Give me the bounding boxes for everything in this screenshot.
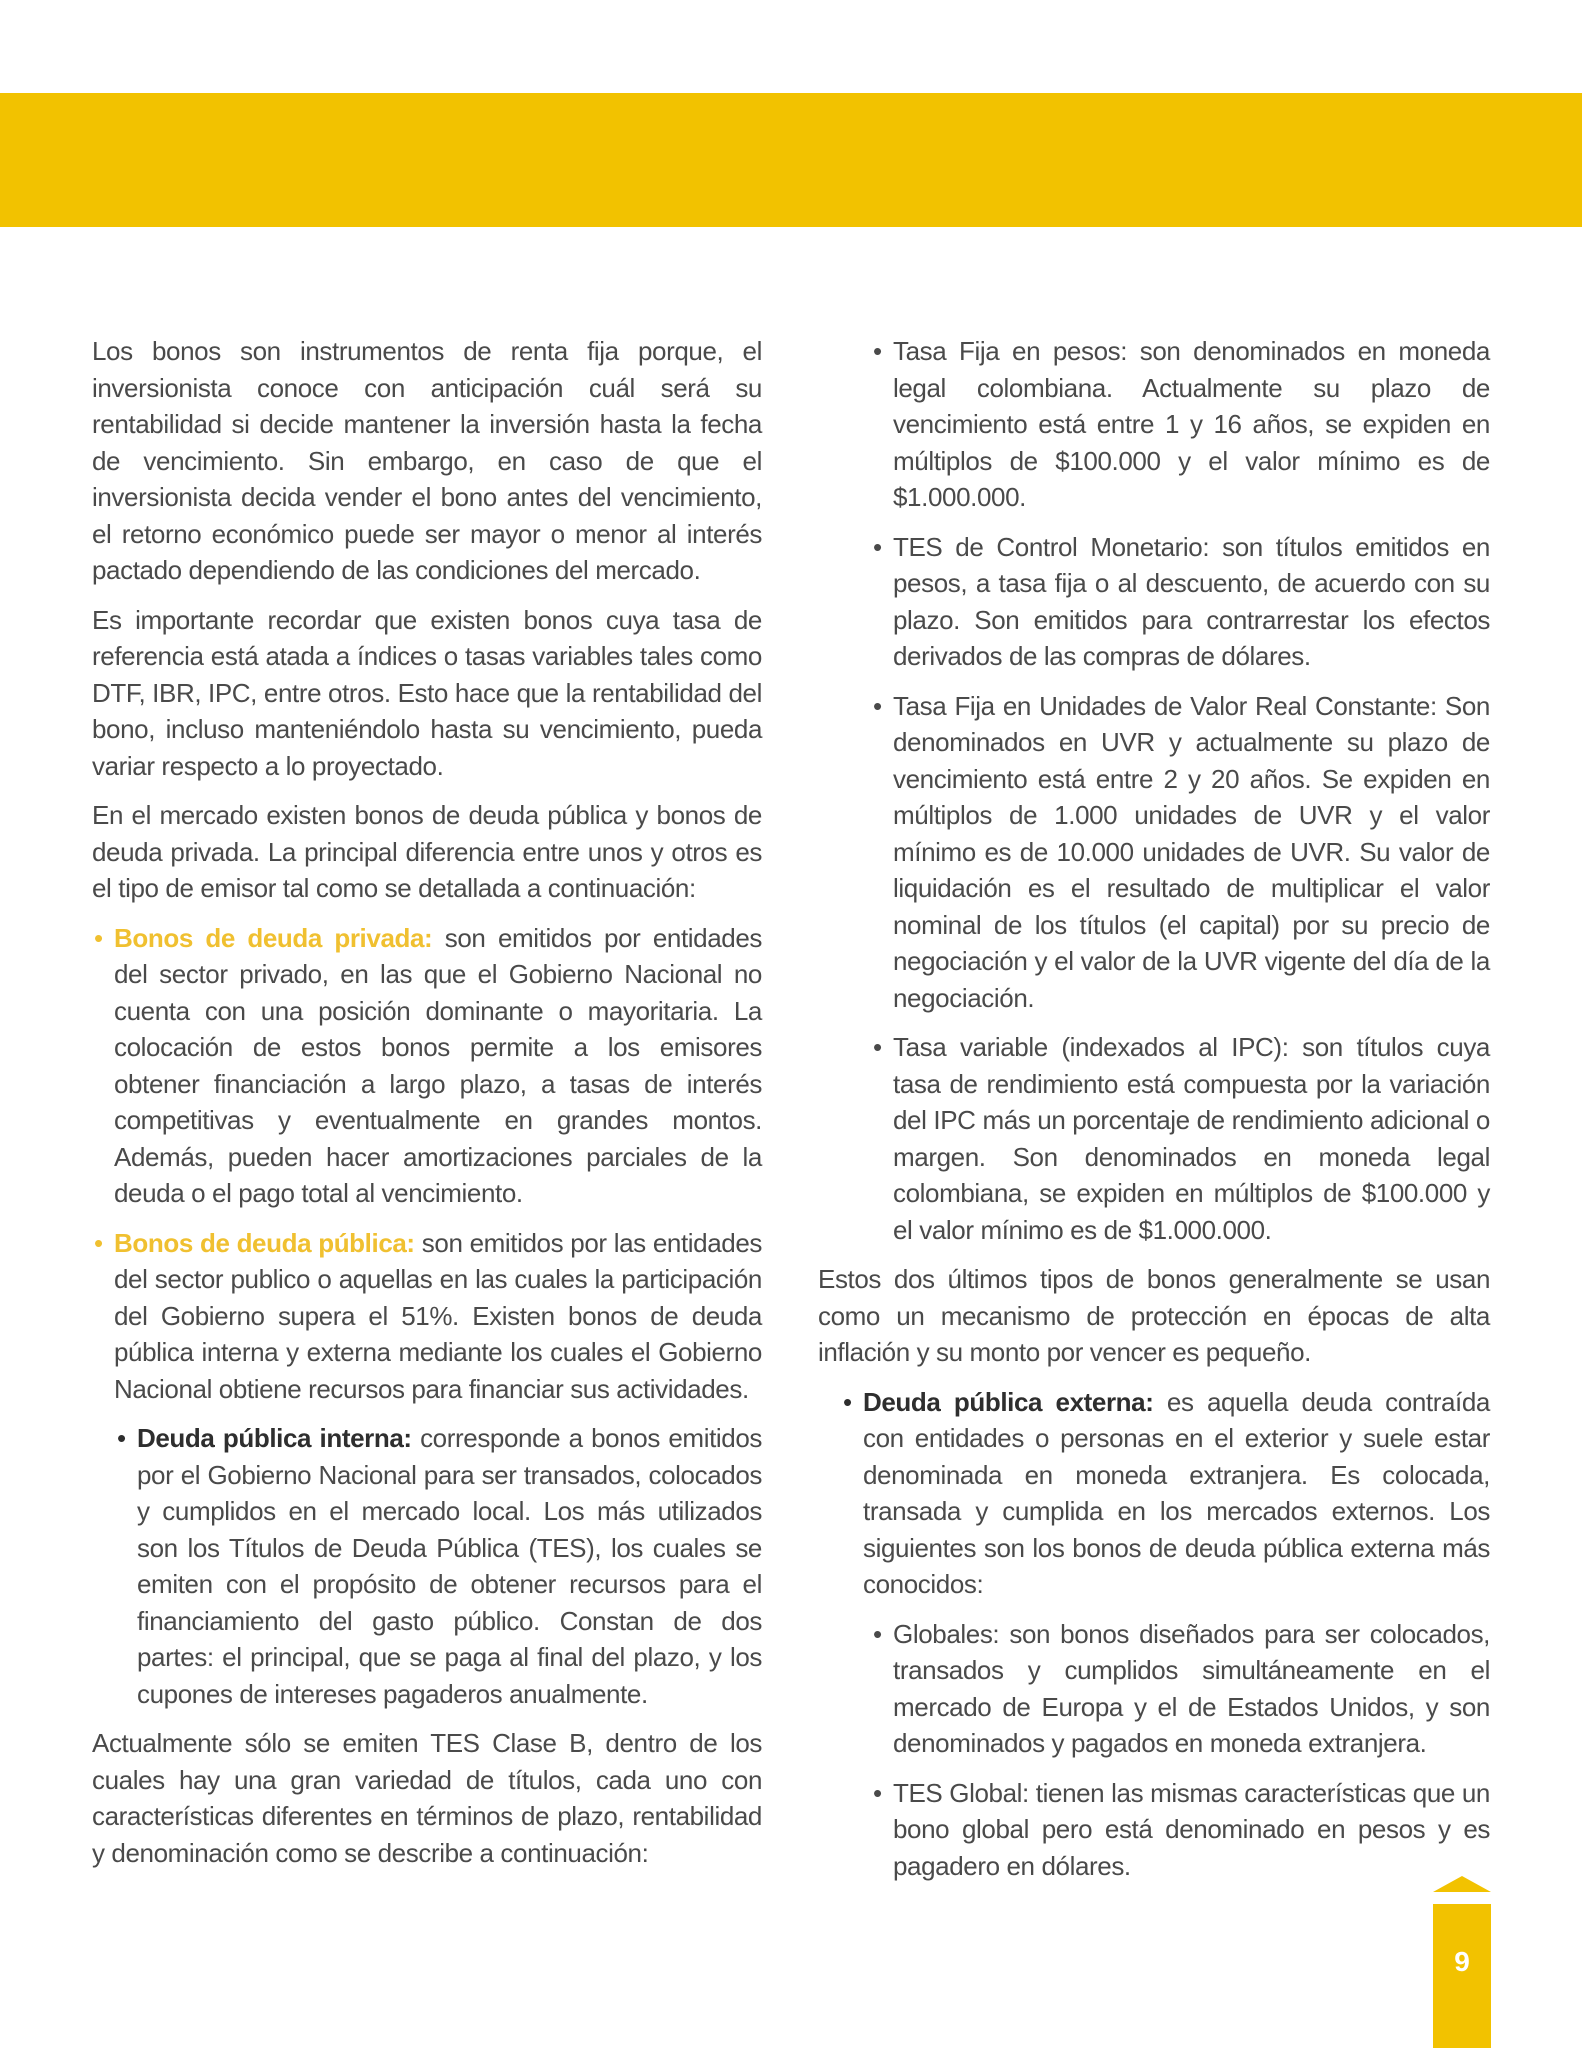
list-item-tasa-variable [873,1029,1490,1248]
bullet-dot: • [873,1618,882,1649]
bullet-text: corresponde a bonos emitidos por el Gobierno Nacional para ser transados, colocados y cumplidos en el mercado local. Los más utilizados son los Títulos de Deuda Pública (TES), los cuales se emiten con el propósito de obtener recursos para el financiamiento del gasto público. Constan de dos partes: el principal, que se paga al final del plazo, y los cupones de intereses pagaderos anualmente. [137,1423,762,1709]
list-item-tes-global [873,1775,1490,1885]
bullet-text: son emitidos por las entidades del sector publico o aquellas en las cuales la participación del Gobierno supera el 51%. Existen bonos de deuda pública interna y externa mediante los cuales el Gobierno Nacional obtiene recursos para financiar sus actividades. [114,1227,762,1404]
bullet-dot: • [843,1386,852,1417]
list-item-text: TES Global: tienen las mismas características que un bono global pero está denominado en pesos y es pagadero en dólares. [893,1777,1490,1881]
bullet-text: son emitidos por entidades del sector privado, en las que el Gobierno Nacional no cuenta con una posición dominante o mayoritaria. La colocación de estos bonos permite a los emisores obtener financiación a largo plazo, a tasas de interés competitivas y eventualmente en grandes montos. Además, pueden hacer amortizaciones parciales de la deuda o el pago total al vencimiento. [114,922,763,1208]
bullet-dot: • [117,1423,126,1453]
bullet-deuda-interna [117,1420,762,1712]
ultimos-tipos-paragraph: Estos dos últimos tipos de bonos generalmente se usan como un mecanismo de protección en épocas de alta inflación y su monto por vencer es pequeño. [818,1264,1490,1367]
list-item-text: Globales: son bonos diseñados para ser colocados, transados y cumplidos simultáneamente en el mercado de Europa y el de Estados Unidos, y son denominados y pagados en moneda extranjera. [893,1618,1490,1758]
left-column [92,333,762,1884]
bullet-text: es aquella deuda contraída con entidades o personas en el exterior y suele estar denominada en moneda extranjera. Es colocada, transada y cumplida en los mercados externos. Los siguientes son los bonos de deuda pública externa más conocidos: [863,1386,1490,1599]
market-paragraph: En el mercado existen bonos de deuda pública y bonos de deuda privada. La principal diferencia entre unos y otros es el tipo de emisor tal como se detallada a continuación: [92,800,762,903]
bullet-title: Bonos de deuda pública: [114,1227,415,1258]
list-item-tasa-fija-pesos [873,333,1490,516]
intro-paragraph: Los bonos son instrumentos de renta fija porque, el inversionista conoce con anticipación cuál será su rentabilidad si decide mantener la inversión hasta la fecha de vencimiento. Sin embargo, en caso de que el inversionista decida vender el bono antes del vencimiento, el retorno económico puede ser mayor o menor al interés pactado dependiendo de las condiciones del mercado. [92,336,762,585]
list-item-text: Tasa Fija en pesos: son denominados en moneda legal colombiana. Actualmente su plazo de vencimiento está entre 1 y 16 años, se expiden en múltiplos de $100.000 y el valor mínimo es de $1.000.000. [893,336,1490,512]
right-column [818,333,1490,1897]
bullet-deuda-externa [843,1384,1490,1603]
list-item-text: Tasa variable (indexados al IPC): son títulos cuya tasa de rendimiento está compuesta por la variación del IPC más un porcentaje de rendimiento adicional o margen. Son denominados en moneda legal colombiana, se expiden en múltiplos de $100.000 y el valor mínimo es de $1.000.000. [893,1032,1490,1245]
list-item-text: Tasa Fija en Unidades de Valor Real Constante: Son denominados en UVR y actualmente su plazo de vencimiento está entre 2 y 20 años. Se expiden en múltiplos de 1.000 unidades de UVR y el valor mínimo es de 10.000 unidades de UVR. Su valor de liquidación es el resultado de multiplicar el valor nominal de los títulos (el capital) por su precio de negociación y el valor de la UVR vigente del día de la negociación. [893,690,1490,1013]
page-number: 9 [1454,1946,1470,1977]
list-item-globales [873,1616,1490,1762]
bullet-title: Deuda pública externa: [863,1386,1154,1417]
bullet-title: Bonos de deuda privada: [114,922,433,953]
bullet-dot: • [873,531,882,562]
bullet-dot: • [94,922,103,953]
bullet-dot: • [873,336,882,366]
bullet-dot: • [873,690,882,721]
tes-clase-b-paragraph: Actualmente sólo se emiten TES Clase B, dentro de los cuales hay una gran variedad de títulos, cada uno con características diferentes en términos de plazo, rentabilidad y denominación como se describe a continuación: [92,1728,762,1868]
bullet-deuda-privada [94,920,763,1212]
bullet-deuda-publica [94,1225,762,1408]
header-band [0,93,1582,227]
bullet-dot: • [873,1777,882,1808]
bullet-dot: • [873,1032,882,1062]
bullet-dot: • [94,1227,103,1258]
list-item-control-monetario [873,529,1490,675]
pencil-tip-icon [1433,1876,1491,1892]
list-item-text: TES de Control Monetario: son títulos emitidos en pesos, a tasa fija o al descuento, de acuerdo con su plazo. Son emitidos para contrarrestar los efectos derivados de las compras de dólares. [893,531,1490,671]
bullet-title: Deuda pública interna: [137,1423,412,1453]
variable-rate-paragraph: Es importante recordar que existen bonos cuya tasa de referencia está atada a índices o tasas variables tales como DTF, IBR, IPC, entre otros. Esto hace que la rentabilidad del bono, incluso manteniéndolo hasta su vencimiento, pueda variar respecto a lo proyectado. [92,604,762,781]
list-item-uvr [873,688,1490,1017]
